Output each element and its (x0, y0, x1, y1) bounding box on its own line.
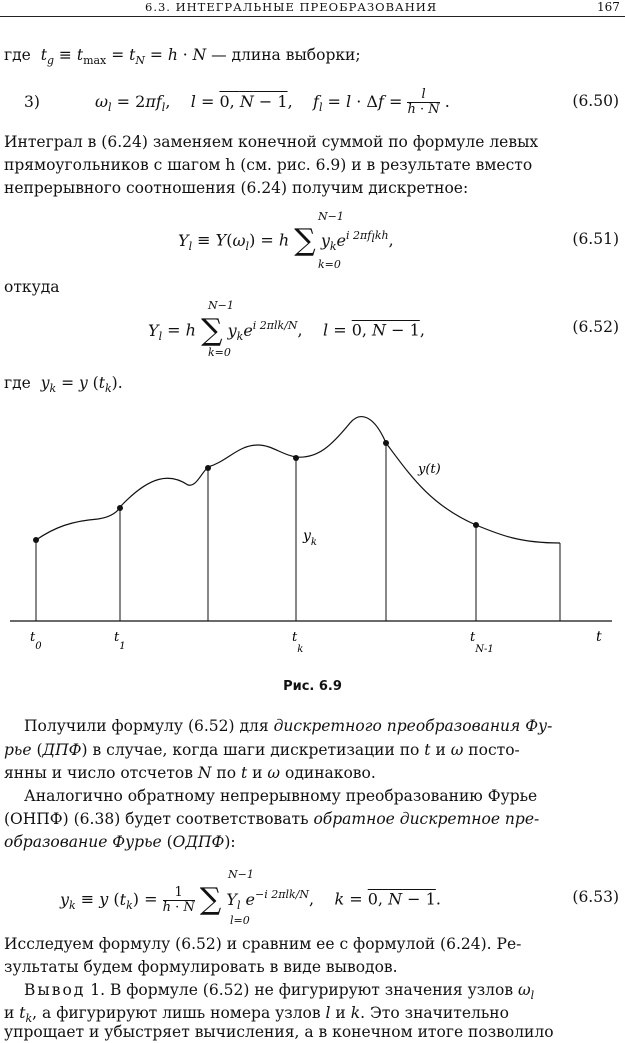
sum-lower-limit: l=0 (230, 914, 250, 927)
paragraph-line: янны и число отсчетов N по t и ω одинаково. (4, 764, 376, 782)
equation-number-6-51: (6.51) (572, 230, 619, 248)
paragraph-yk-definition: где $y_k = y$ $(t_k)$. (4, 374, 123, 396)
item-number: 3) (24, 93, 40, 111)
sample-point (473, 522, 479, 528)
curve-label: y(t) (418, 462, 441, 477)
equation-6-53: $y_k \equiv y$ $(t_k)$ = $\frac{1}{h \cdot N}$ ∑ $Y_l$ $e^{-i 2\pi lk/N}$, k = 0, N − 1. (60, 882, 441, 917)
equation-number-6-53: (6.53) (572, 888, 619, 906)
sum-upper-limit: N−1 (318, 210, 344, 223)
sample-point (205, 465, 211, 471)
tick-tN-1: $t_{N-1}$ (470, 630, 494, 655)
ordinate-label: $y_k$ (303, 528, 317, 548)
equation-number-6-52: (6.52) (572, 318, 619, 336)
paragraph-line: зультаты будем формулировать в виде выводов. (4, 958, 398, 976)
equation-6-51: $Y_l \equiv Y(\omega_l) = h$ ∑ $y_ke^{i 2\pi f_lkh}$, (178, 223, 394, 258)
paragraph-line: Аналогично обратному непрерывному преобразованию Фурье (24, 787, 538, 805)
paragraph-line: Исследуем формулу (6.52) и сравним ее с формулой (6.24). Ре- (4, 935, 522, 953)
sum-upper-limit: N−1 (228, 868, 254, 881)
equation-6-50: $\omega_l = 2\pi f_l$, l = 0, N − 1, $f_l = l \cdot \Delta f$ = $\frac{l}{h \cdot N}$ . (95, 87, 450, 117)
paragraph-line: прямоугольников с шагом h (см. рис. 6.9) и в результате вместо (4, 156, 533, 174)
page-number: 167 (597, 0, 620, 14)
paragraph-line: и $t_k$, а фигурируют лишь номера узлов l и k. Это значительно (4, 1004, 509, 1026)
paragraph-line: непрерывного соотношения (6.24) получим дискретное: (4, 179, 469, 197)
sample-point (383, 440, 389, 446)
running-title: 6.3. ИНТЕГРАЛЬНЫЕ ПРЕОБРАЗОВАНИЯ (145, 0, 438, 14)
figure-6-9 (0, 405, 625, 670)
axis-label-t: t (596, 629, 602, 645)
paragraph-line: Получили формулу (6.52) для дискретного преобразования Фу- (24, 717, 553, 735)
tick-t1: $t_1$ (114, 630, 126, 652)
paragraph-line: упрощает и убыстряет вычисления, а в конечном итоге позволило (4, 1023, 554, 1041)
paragraph-line: образование Фурье (ОДПФ): (4, 833, 236, 851)
sum-lower-limit: k=0 (208, 346, 231, 359)
sample-point (293, 455, 299, 461)
sum-lower-limit: k=0 (318, 258, 341, 271)
paragraph-line: рье (ДПФ) в случае, когда шаги дискретизации по t и ω посто- (4, 741, 520, 759)
sum-upper-limit: N−1 (208, 299, 234, 312)
tick-t0: $t_0$ (30, 630, 42, 652)
paragraph-sample-length: где $t_g \equiv t_{max} = t_N = h \cdot N$ — длина выборки; (4, 46, 361, 68)
sample-point (117, 505, 123, 511)
paragraph-line: Интеграл в (6.24) заменяем конечной суммой по формуле левых (4, 133, 539, 151)
sample-point (33, 537, 39, 543)
paragraph-line: (ОНПФ) (6.38) будет соответствовать обратное дискретное пре- (4, 810, 540, 828)
figure-caption: Рис. 6.9 (283, 679, 342, 694)
tick-tk: $t_k$ (292, 630, 304, 655)
paragraph-line: Вывод 1. В формуле (6.52) не фигурируют значения узлов $\omega_l$ (24, 981, 535, 1003)
equation-number-6-50: (6.50) (572, 92, 619, 110)
curve-y-of-t (36, 417, 560, 543)
word-otkuda: откуда (4, 278, 60, 296)
equation-6-52: $Y_l = h$ ∑ $y_ke^{i 2\pi lk/N}$, l = 0, N − 1, (148, 313, 425, 348)
